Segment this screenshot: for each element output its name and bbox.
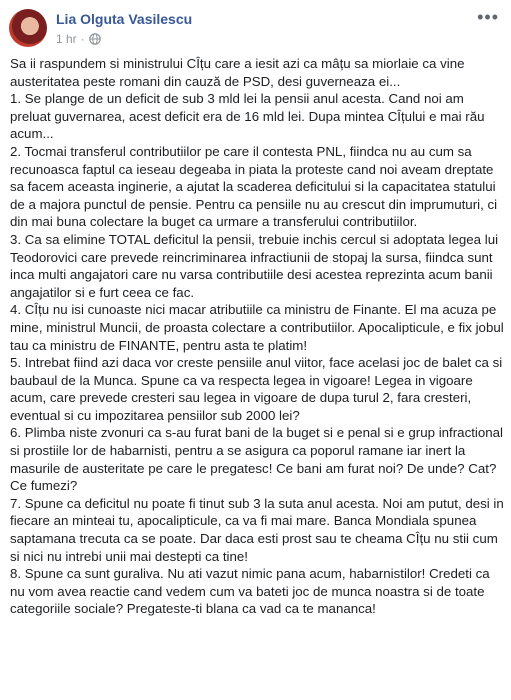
post-content	[10, 55, 505, 618]
post-paragraph: 3. Ca sa elimine TOTAL deficitul la pensii, trebuie inchis cercul si adoptata legea lui Teodorovici care prevede reincriminarea infractiunii de stopaj la sursa, fiindca sunt inca multi angajatori care nu varsa contributiile desi acestea reprezinta acum banii angajatilor si e furt ceea ce fac.	[10, 231, 499, 300]
ellipsis-icon[interactable]: •••	[477, 7, 499, 27]
post-header	[0, 0, 511, 52]
post-paragraph: Sa ii raspundem si ministrului CÎțu care a iesit azi ca mâțu sa miorlaie ca vine austeritatea peste romani din cauză de PSD, desi guverneaza ei...	[10, 56, 465, 89]
meta-separator: ·	[80, 32, 85, 46]
post-paragraph: 4. CÎțu nu isi cunoaste nici macar atributiile ca ministru de Finante. El ma acuza pe mine, ministrul Muncii, de proasta colectare a contributiilor. Apocalipticule, e fix jobul tau ca ministru de FINANTE, pentru asta te platim!	[10, 302, 504, 353]
post-paragraph: 7. Spune ca deficitul nu poate fi tinut sub 3 la suta anul acesta. Noi am putut, desi in fiecare an minteai tu, apocalipticule, ca va fi mai mare. Banca Mondiala spunea saptamana trecuta ca se poate. Dar daca esti prost sau te cheama CÎțu nu stii cum si nici nu intrebi unii mai destepti ca tine!	[10, 495, 504, 564]
post-paragraph: 5. Intrebat fiind azi daca vor creste pensiile anul viitor, face acelasi joc de balet ca si baubaul de la Munca. Spune ca va respecta legea in vigoare! Legea in vigoare acum, care prevede cresteri sau legea in vigoare de dupa turul 2, fara cresteri, eventual si cu impozitarea pensiilor sub 2000 lei?	[10, 355, 503, 423]
globe-icon[interactable]	[89, 33, 101, 45]
post-paragraph: 2. Tocmai transferul contributiilor pe care il contesta PNL, fiindca nu au cum sa recunoasca faptul ca ieseau degeaba in piata la proteste cand noi aveam dreptate sa facem aceasta inginerie, a ajutat la scaderea deficitului si la capacitatea statului de a majora punctul de pensie. Pentru ca pensiile nu au crescut din imprumuturi, ci din mai buna colectare la buget ca urmare a transferului contributiilor.	[10, 143, 498, 230]
author-name[interactable]: Lia Olguta Vasilescu	[56, 11, 193, 27]
post-meta	[56, 31, 101, 47]
post-paragraph: 8. Spune ca sunt guraliva. Nu ati vazut nimic pana acum, habarnistilor! Credeti ca nu vom avea reactie cand vedem cum va bateti joc de munca noastra si de toate categoriile sociale? Pregateste-ti blana ca vad ca te mananca!	[10, 566, 490, 617]
post-paragraph: 6. Plimba niste zvonuri ca s-au furat bani de la buget si e penal si e grup infractional si prostiile lor de habarnisti, pentru a se asigura ca poporul ramane iar inert la masurile de austeritate pe care le pregatesc! Ce bani am furat noi? De unde? Cat? Ce fumezi?	[10, 425, 504, 494]
post-paragraph: 1. Se plange de un deficit de sub 3 mld lei la pensii anul acesta. Cand noi am preluat guvernarea, acest deficit era de 16 mld lei. Dupa mintea CÎțului e mai rău acum...	[10, 91, 485, 142]
post-timestamp[interactable]: 1 hr	[56, 32, 77, 46]
avatar[interactable]	[9, 9, 47, 47]
